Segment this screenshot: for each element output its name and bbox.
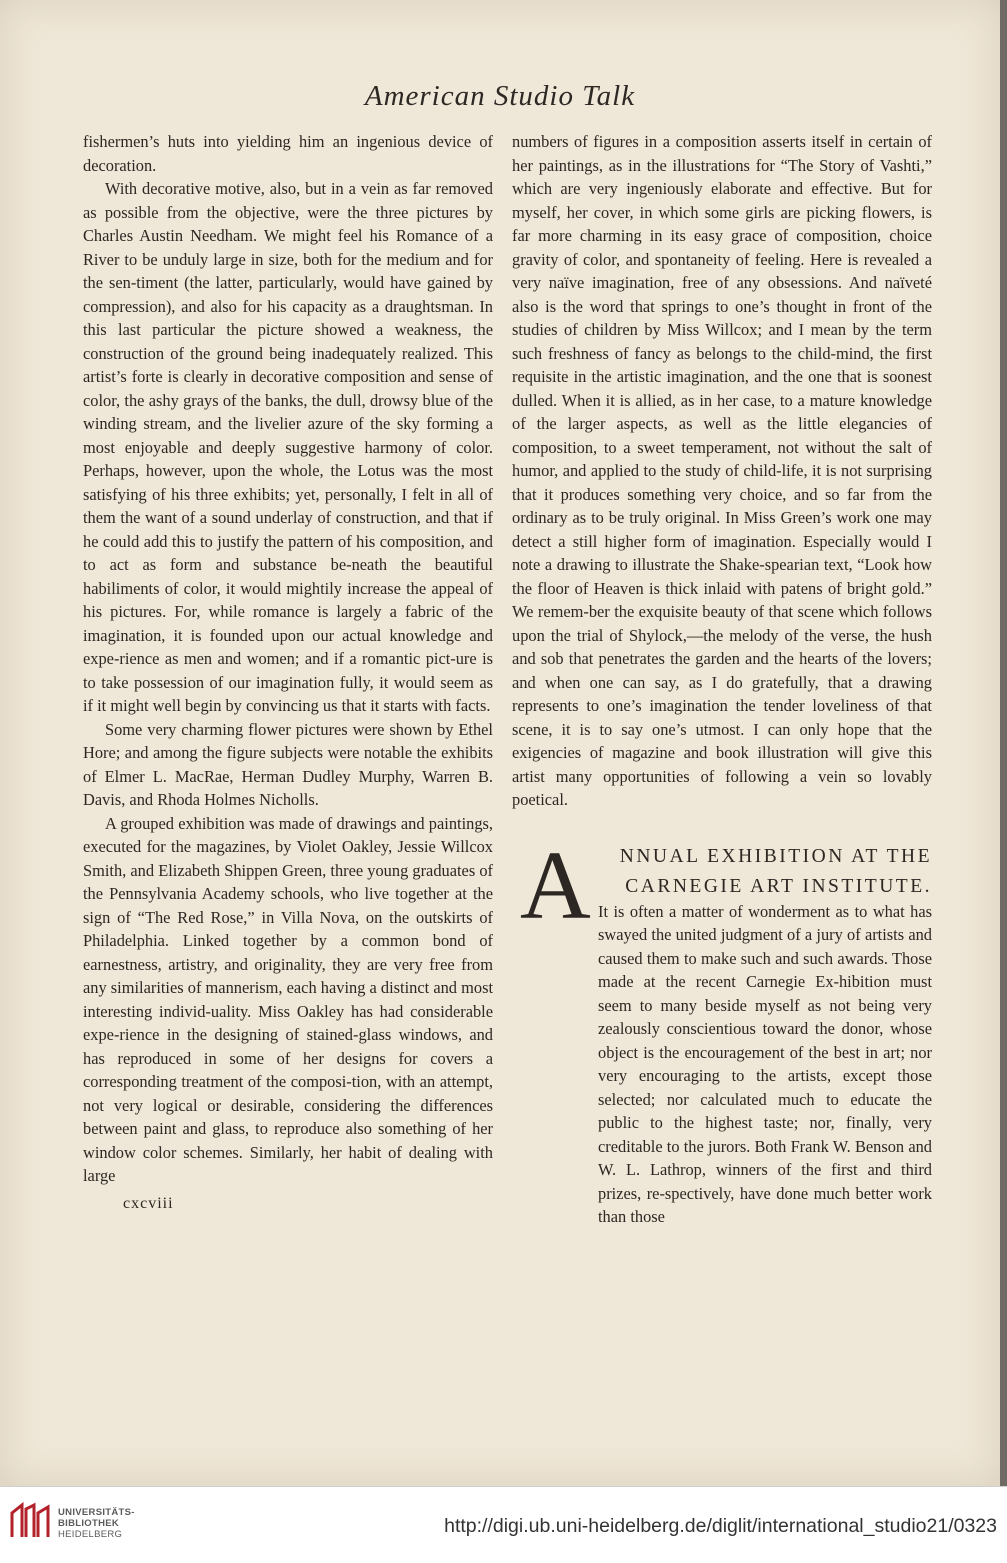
section-title-line-1: NNUAL EXHIBITION AT THE — [619, 845, 932, 867]
section-title — [572, 842, 932, 902]
library-name-line-1: UNIVERSITÄTS- — [58, 1507, 135, 1518]
library-name — [58, 1507, 135, 1540]
paragraph: fishermen’s huts into yielding him an ingenious device of decoration. — [83, 132, 493, 175]
paragraph: Some very charming flower pictures were shown by Ethel Hore; and among the figure subjects were notable the exhibits of Elmer L. MacRae, Herman Dudley Murphy, Warren B. Davis, and Rhoda Holmes Nicholls. — [83, 719, 493, 809]
paragraph: numbers of figures in a composition asserts itself in certain of her paintings, as in the illustrations for “The Story of Vashti,” which are very ingeniously elaborate and effective. But for myself, her cover, in which some girls are picking flowers, is far more charming in its easy grace of composition, choice gravity of color, and spontaneity of feeling. Here is revealed a very naïve imagination, free of any obsessions. And naïveté also is the word that springs to one’s thought in front of the studies of children by Miss Willcox; and I mean by the term such freshness of fancy as belongs to the child-mind, the first requisite in the artistic imagination, and the one that is soonest dulled. When it is allied, as in her case, to a mature knowledge of the larger aspects, as well as the little elegancies of composition, to a sweet temperament, not without the salt of humor, and applied to the study of child-life, it is not surprising that it produces something very choice, and so far from the ordinary as to be truly original. In Miss Green’s work one may detect a still higher form of imagination. Especially would I note a drawing to illustrate the Shake-spearian text, “Look how the floor of Heaven is thick inlaid with patens of bright gold.” We remem-ber the exquisite beauty of that scene which follows upon the trial of Shylock,—the melody of the verse, the hush and sob that penetrates the garden and the hearts of the lovers; and when one can say, as I do gratefully, that a drawing represents to one’s imagination the tender loveliness of that scene, it is to say one’s utmost. I can only hope that the exigencies of magazine and book illustration will give this artist many opportunities of following a vein so lovably poetical. — [512, 132, 932, 809]
drop-cap: A — [520, 831, 591, 940]
section-title-line-2: CARNEGIE ART INSTITUTE. — [625, 875, 932, 897]
running-head: American Studio Talk — [364, 80, 636, 112]
right-column — [512, 130, 932, 1229]
paragraph: A grouped exhibition was made of drawings and paintings, executed for the magazines, by Violet Oakley, Jessie Willcox Smith, and Elizabeth Shippen Green, three young graduates of the Pennsylvania Academy schools, who live together at the sign of “The Red Rose,” in Villa Nova, on the outskirts of Philadelphia. Linked together by a common bond of earnestness, artistry, and originality, they are very free from any similarities of mannerism, each having a distinct and most interesting individ-uality. Miss Oakley has had considerable expe-rience in the designing of stained-glass windows, and has reproduced in some of her designs for covers a corresponding treatment of the composi-tion, with an attempt, not very logical or desirable, considering the differences between paint and glass, to reproduce also something of her window color schemes. Similarly, her habit of dealing with large — [83, 813, 493, 1185]
library-name-line-3: HEIDELBERG — [58, 1529, 123, 1540]
footer-bar — [0, 1486, 1007, 1563]
left-column — [83, 130, 493, 1215]
section-body: It is often a matter of wonderment as to what has swayed the united judgment of a jury of artists and caused them to make such and such awards. Those made at the recent Carnegie Ex-hibition must seem to many beside myself as not being very zealously conscientious toward the donor, whose object is the encouragement of the best in art; nor very encouraging to the artists, except those selected; nor calculated much to educate the public to the highest taste; nor, finally, very creditable to the jurors. Both Frank W. Benson and W. L. Lathrop, winners of the first and third prizes, re-spectively, have done much better work than those — [598, 901, 932, 1226]
library-name-line-2: BIBLIOTHEK — [58, 1518, 120, 1529]
paragraph: With decorative motive, also, but in a vein as far removed as possible from the objective, were the three pictures by Charles Austin Needham. We might feel his Romance of a River to be unduly large in size, both for the medium and for the sen-timent (the latter, particularly, would have gained by compression), and also for his capacity as a draughtsman. In this last particular the picture showed a weakness, the construction of the ground being inadequately realized. This artist’s forte is clearly in decorative composition and sense of color, the ashy grays of the banks, the dull, drowsy blue of the winding stream, and the livelier azure of the sky forming a most enjoyable and deeply suggestive harmony of color. Perhaps, however, upon the whole, the Lotus was the most satisfying of his three exhibits; yet, personally, I felt in all of them the want of a sound underlay of construction, and that if he could add this to justify the pattern of his composition, and to act as form and substance be-neath the beautiful habiliments of color, it would mightily increase the appeal of his pictures. For, while romance is largely a fabric of the imagination, it is founded upon our actual knowledge and expe-rience as men and women; and if a romantic pict-ure is to take possession of our imagination fully, it would seem as if it might well begin by convincing us that it starts with facts. — [83, 179, 493, 715]
library-seal-icon — [8, 1501, 52, 1541]
source-url[interactable]: http://digi.ub.uni-heidelberg.de/diglit/international_studio21/0323 — [444, 1515, 997, 1537]
page-number: cxcviii — [123, 1194, 174, 1212]
section-heading — [512, 831, 932, 940]
